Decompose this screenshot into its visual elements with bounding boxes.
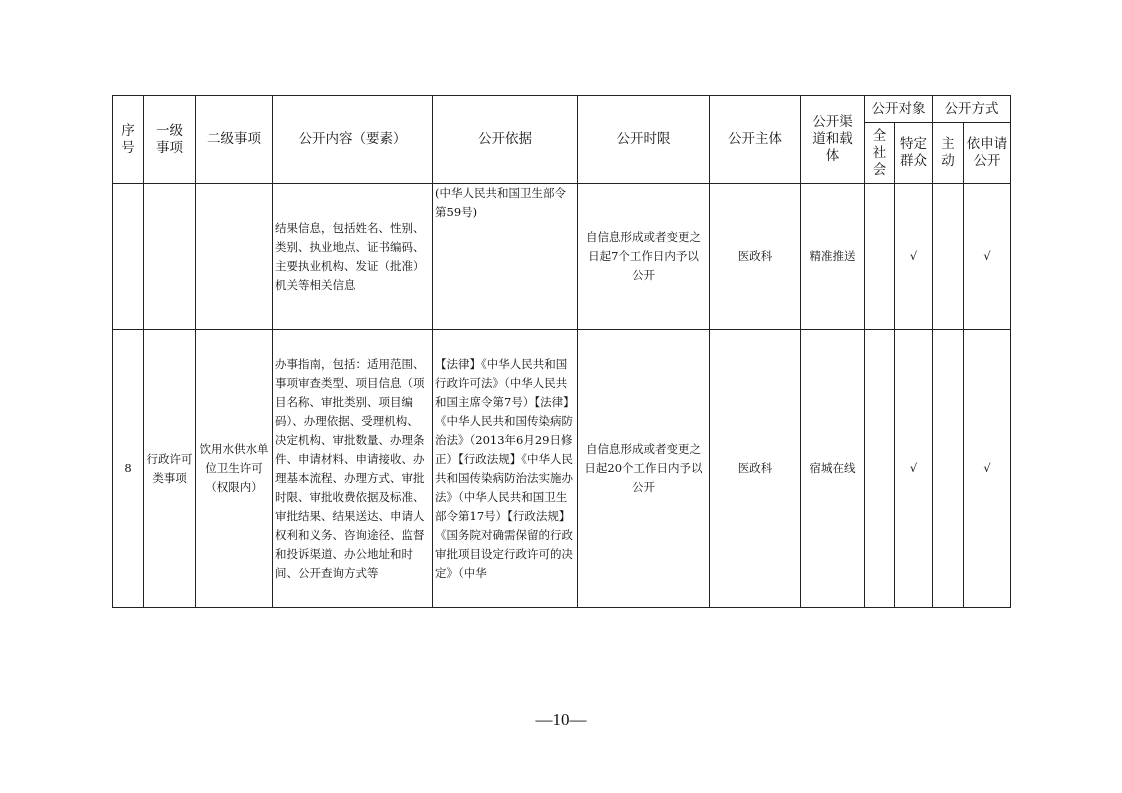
header-subject: 公开主体 [710,96,801,184]
cell-level2 [196,184,273,330]
cell-method-active [933,330,964,608]
cell-target-all [865,184,895,330]
header-seq: 序号 [113,96,144,184]
cell-target-specific: √ [895,184,933,330]
header-level1: 一级事项 [144,96,196,184]
cell-level1 [144,184,196,330]
disclosure-table [112,95,1011,608]
cell-method-request: √ [964,330,1011,608]
cell-channel: 宿城在线 [801,330,865,608]
cell-method-request: √ [964,184,1011,330]
cell-time-limit: 自信息形成或者变更之日起7个工作日内予以公开 [578,184,710,330]
cell-basis: 【法律】《中华人民共和国行政许可法》（中华人民共和国主席令第7号）【法律】《中华人民共和国传染病防治法》（2013年6月29日修正）【行政法规】《中华人民共和国传染病防治法实施办法》（中华人民共和国卫生部令第17号）【行政法规】《国务院对确需保留的行政审批项目设定行政许可的决定》（中华 [433,330,578,608]
cell-target-specific: √ [895,330,933,608]
cell-level2: 饮用水供水单位卫生许可（权限内） [196,330,273,608]
cell-content: 办事指南，包括：适用范围、事项审查类型、项目信息（项目名称、审批类别、项目编码）、办理依据、受理机构、决定机构、审批数量、办理条件、申请材料、申请接收、办理基本流程、办理方式、审批时限、审批收费依据及标准、审批结果、结果送达、申请人权利和义务、咨询途径、监督和投诉渠道、办公地址和时间、公开查询方式等 [273,330,433,608]
table-row [113,330,1011,608]
cell-level1: 行政许可类事项 [144,330,196,608]
cell-channel: 精准推送 [801,184,865,330]
header-target-group: 公开对象 [865,96,933,123]
header-level2: 二级事项 [196,96,273,184]
cell-time-limit: 自信息形成或者变更之日起20个工作日内予以公开 [578,330,710,608]
cell-content: 结果信息，包括姓名、性别、类别、执业地点、证书编码、主要执业机构、发证（批准）机关等相关信息 [273,184,433,330]
header-method-request: 依申请公开 [964,123,1011,184]
cell-method-active [933,184,964,330]
cell-basis: (中华人民共和国卫生部令第59号) [433,184,578,330]
cell-seq [113,184,144,330]
header-time-limit: 公开时限 [578,96,710,184]
cell-target-all [865,330,895,608]
header-method-active: 主动 [933,123,964,184]
cell-subject: 医政科 [710,184,801,330]
table-row [113,184,1011,330]
header-content: 公开内容（要素） [273,96,433,184]
header-target-specific: 特定群众 [895,123,933,184]
header-row-1 [113,96,1011,123]
cell-seq: 8 [113,330,144,608]
header-target-all: 全社会 [865,123,895,184]
page-number: —10— [535,710,587,729]
header-channel: 公开渠道和载体 [801,96,865,184]
cell-subject: 医政科 [710,330,801,608]
header-method-group: 公开方式 [933,96,1011,123]
header-basis: 公开依据 [433,96,578,184]
